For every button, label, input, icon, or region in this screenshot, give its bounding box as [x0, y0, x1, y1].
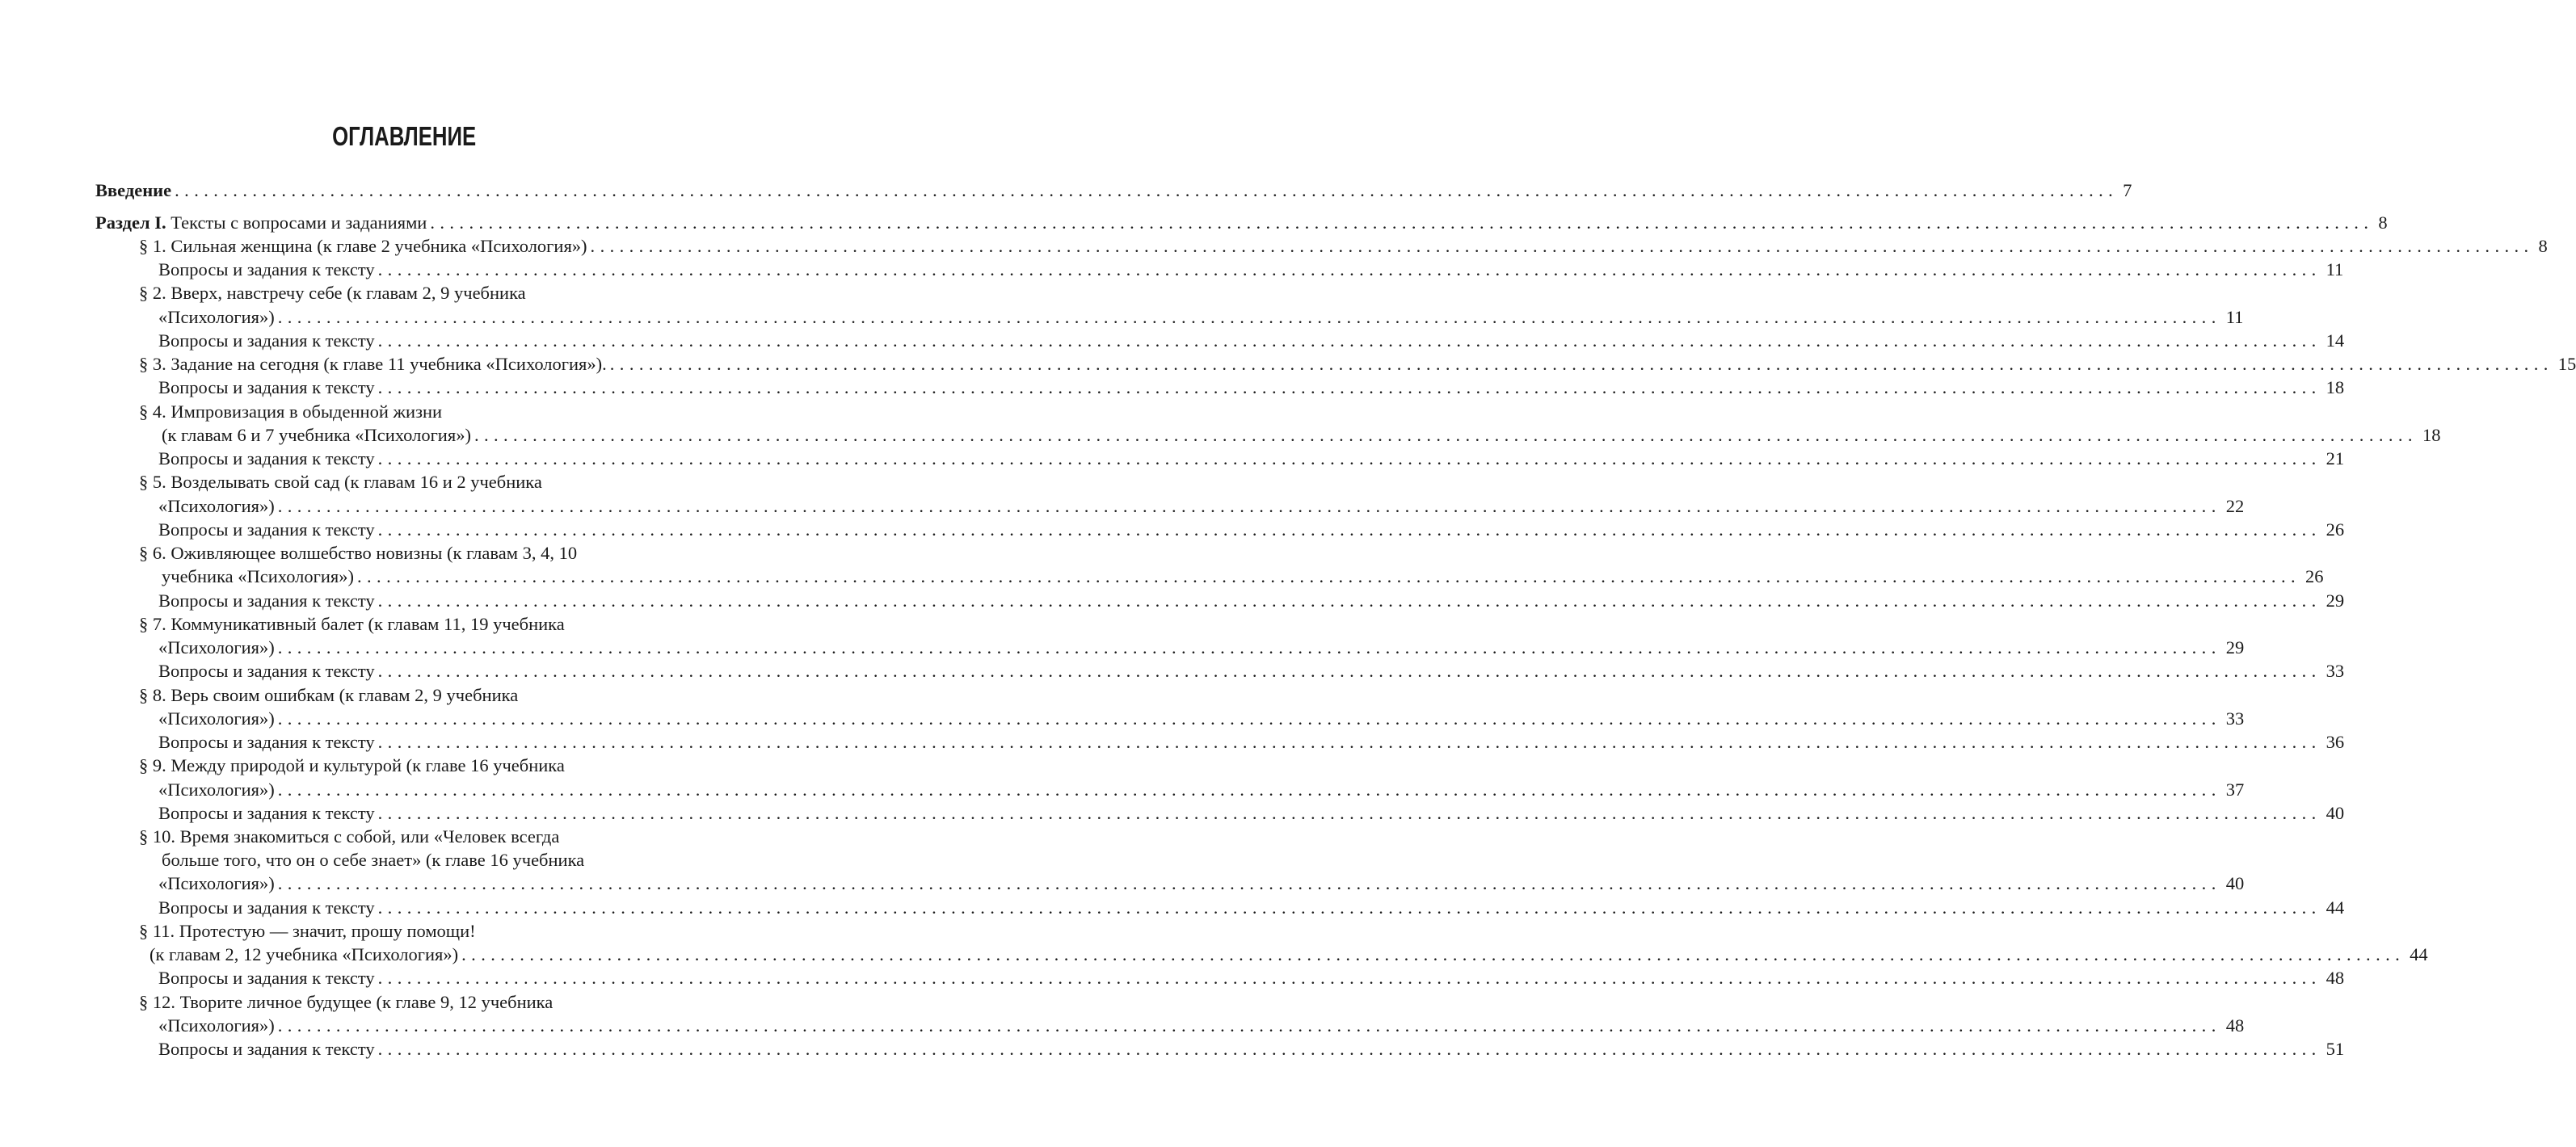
toc-entry-text: § 10. Время знакомиться с собой, или «Человек всегда: [139, 826, 560, 847]
toc-entry-text: Вопросы и задания к тексту: [158, 968, 375, 989]
toc-entry-text: § 6. Оживляющее волшебство новизны (к главам 3, 4, 10: [139, 543, 578, 564]
toc-entry-text: § 12. Творите личное будущее (к главе 9, 12 учебника: [139, 991, 554, 1012]
toc-entry-title: [95, 211, 427, 234]
toc-entry-title: [158, 872, 275, 895]
toc-entry-text: Вопросы и задания к тексту: [158, 519, 375, 540]
toc-entry-title: [149, 943, 458, 966]
dot-leader: ........................................................................................................................................................................................................: [277, 495, 2221, 516]
toc-page-number: 7: [2123, 180, 2132, 200]
toc-page-number: 40: [2326, 802, 2345, 823]
toc-entry-title: [158, 447, 375, 470]
dot-leader: ........................................................................................................................................................................................................: [377, 661, 2321, 682]
toc-entry: [158, 376, 2345, 399]
toc-page-number: 36: [2326, 732, 2345, 753]
toc-entry: [139, 612, 565, 636]
toc-entry-text: «Психология»): [158, 779, 275, 800]
toc-entry-title: [139, 990, 553, 1014]
toc-entry: [139, 400, 442, 423]
toc-entry-text: § 9. Между природой и культурой (к главе 16 учебника: [139, 755, 565, 776]
toc-entry-title: [158, 305, 275, 329]
toc-entry-text: Вопросы и задания к тексту: [158, 661, 375, 682]
toc-entry: [158, 636, 2245, 659]
toc-page-number: 33: [2225, 708, 2245, 729]
page-title-text: ОГЛАВЛЕНИЕ: [331, 121, 477, 151]
toc-entry-text: § 11. Протестую — значит, прошу помощи!: [139, 920, 476, 941]
toc-entry-text: «Психология»): [158, 495, 275, 516]
page-title: [0, 121, 808, 152]
toc-page-number: 29: [2225, 637, 2245, 658]
toc-entry-title: [158, 707, 275, 730]
toc-entry-title: [158, 636, 275, 659]
toc-entry-text: § 4. Импровизация в обыденной жизни: [139, 401, 443, 422]
dot-leader: ........................................................................................................................................................................................................: [277, 708, 2221, 729]
toc-entry-title: [162, 423, 471, 447]
toc-page-number: 15: [2557, 354, 2576, 375]
toc-entry-text: § 1. Сильная женщина (к главе 2 учебника «Психология»): [139, 236, 587, 256]
dot-leader: ........................................................................................................................................................................................................: [377, 732, 2321, 753]
toc-entry: [158, 494, 2245, 518]
toc-page-number: 26: [2326, 519, 2345, 540]
toc-entry: [139, 919, 476, 943]
toc-entry: [158, 329, 2345, 352]
toc-entry: [158, 447, 2345, 470]
toc-entry-text: § 3. Задание на сегодня (к главе 11 учебника «Психология»).: [139, 354, 607, 375]
toc-entry-text: § 7. Коммуникативный балет (к главам 11, 19 учебника: [139, 613, 565, 634]
toc-entry-text: § 8. Верь своим ошибкам (к главам 2, 9 учебника: [139, 684, 519, 705]
dot-leader: ........................................................................................................................................................................................................: [377, 897, 2321, 918]
toc-entry-title: [158, 659, 375, 683]
toc-entry-text: § 5. Возделывать свой сад (к главам 16 и 2 учебника: [139, 472, 542, 493]
dot-leader: ........................................................................................................................................................................................................: [277, 873, 2221, 894]
toc-entry: [158, 778, 2245, 801]
toc-entry: [158, 707, 2245, 730]
toc-entry-title: [139, 281, 526, 305]
toc-entry-title: [139, 754, 565, 777]
toc-entry-text: Вопросы и задания к тексту: [158, 448, 375, 469]
toc-page-number: 8: [2378, 212, 2388, 233]
toc-entry-title: [139, 400, 442, 423]
toc-entry: [139, 234, 2548, 258]
toc-entry: [158, 966, 2345, 989]
toc-entry-title: [158, 966, 375, 989]
toc-page-number: 11: [2225, 306, 2244, 327]
toc-entry: [158, 1037, 2345, 1061]
toc-page-number: 26: [2305, 566, 2324, 587]
toc-entry: [158, 258, 2344, 281]
toc-entry: [149, 943, 2428, 966]
toc-entry-title: [162, 848, 584, 872]
toc-entry-title: [158, 801, 375, 825]
toc-page-number: 40: [2225, 873, 2245, 894]
toc-entry-title: [158, 518, 375, 541]
toc-entry-title: [158, 1037, 375, 1061]
dot-leader: ........................................................................................................................................................................................................: [377, 590, 2321, 611]
toc-entry-bold-label: Раздел I.: [95, 212, 166, 233]
toc-entry-title: [158, 589, 375, 612]
toc-page-number: 33: [2326, 661, 2345, 682]
toc-entry: [158, 896, 2345, 919]
toc-entry: [139, 683, 518, 707]
toc-entry-text: больше того, что он о себе знает» (к главе 16 учебника: [162, 850, 585, 871]
toc-entry-text: «Психология»): [158, 873, 275, 894]
toc-entry: [162, 423, 2441, 447]
dot-leader: ........................................................................................................................................................................................................: [377, 802, 2321, 823]
toc-entry-title: [139, 541, 577, 565]
toc-entry: [95, 211, 2388, 234]
dot-leader: ........................................................................................................................................................................................................: [377, 330, 2321, 351]
toc-entry-text: «Психология»): [158, 306, 275, 327]
toc-entry-title: [139, 683, 518, 707]
toc-entry-text: «Психология»): [158, 1015, 275, 1036]
dot-leader: ........................................................................................................................................................................................................: [277, 306, 2221, 327]
dot-leader: ........................................................................................................................................................................................................: [377, 259, 2321, 280]
toc-entry-title: [158, 730, 375, 754]
toc-entry-text: Вопросы и задания к тексту: [158, 590, 375, 611]
toc-entry: [158, 730, 2345, 754]
toc-entry-title: [95, 179, 171, 202]
dot-leader: ........................................................................................................................................................................................................: [357, 566, 2300, 587]
toc-entry: [162, 848, 584, 872]
toc-entry-text: учебника «Психология»): [162, 566, 354, 587]
toc-entry-title: [139, 352, 607, 376]
dot-leader: ........................................................................................................................................................................................................: [377, 968, 2321, 989]
toc-entry: [139, 990, 553, 1014]
toc-entry-text: (к главам 2, 12 учебника «Психология»): [149, 944, 459, 965]
toc-entry: [158, 659, 2345, 683]
toc-entry: [139, 352, 2576, 376]
toc-entry: [139, 281, 526, 305]
toc-entry-title: [158, 778, 275, 801]
toc-entry-title: [158, 896, 375, 919]
toc-entry-title: [139, 612, 565, 636]
dot-leader: ........................................................................................................................................................................................................: [609, 354, 2553, 375]
dot-leader: ........................................................................................................................................................................................................: [277, 1015, 2221, 1036]
toc-page-number: 8: [2538, 236, 2548, 256]
dot-leader: ........................................................................................................................................................................................................: [461, 944, 2406, 965]
dot-leader: ........................................................................................................................................................................................................: [377, 519, 2321, 540]
toc-entry-text: (к главам 6 и 7 учебника «Психология»): [162, 424, 471, 445]
toc-entry-title: [158, 494, 275, 518]
toc-entry-title: [158, 329, 375, 352]
toc-entry-title: [139, 234, 587, 258]
toc-entry: [158, 872, 2245, 895]
dot-leader: ........................................................................................................................................................................................................: [377, 1039, 2321, 1060]
toc-page-number: 22: [2225, 495, 2245, 516]
dot-leader: ........................................................................................................................................................................................................: [277, 637, 2221, 658]
toc-page-number: 44: [2410, 944, 2428, 965]
dot-leader: ........................................................................................................................................................................................................: [474, 424, 2418, 445]
toc-entry-text: Тексты с вопросами и заданиями: [166, 212, 427, 233]
toc-entry-title: [139, 919, 476, 943]
toc-entry: [158, 589, 2345, 612]
toc-entry: [158, 305, 2244, 329]
toc-entry: [139, 470, 542, 494]
toc-page-number: 48: [2326, 968, 2345, 989]
toc-page-number: 44: [2326, 897, 2345, 918]
toc-page-number: 11: [2326, 259, 2344, 280]
dot-leader: ........................................................................................................................................................................................................: [175, 180, 2119, 200]
toc-entry-text: Вопросы и задания к тексту: [158, 732, 375, 753]
toc-entry-text: Вопросы и задания к тексту: [158, 377, 375, 398]
toc-entry-title: [158, 1014, 275, 1037]
toc-entry-text: Вопросы и задания к тексту: [158, 802, 375, 823]
dot-leader: ........................................................................................................................................................................................................: [430, 212, 2374, 233]
toc-page-number: 37: [2225, 779, 2245, 800]
dot-leader: ........................................................................................................................................................................................................: [277, 779, 2221, 800]
toc-entry-title: [158, 376, 375, 399]
toc-entry-text: Вопросы и задания к тексту: [158, 330, 375, 351]
toc-entry-text: Вопросы и задания к тексту: [158, 259, 375, 280]
dot-leader: ........................................................................................................................................................................................................: [377, 448, 2321, 469]
toc-entry-title: [162, 565, 354, 588]
toc-page-number: 48: [2225, 1015, 2245, 1036]
toc-entry-text: Вопросы и задания к тексту: [158, 897, 375, 918]
toc-page-number: 29: [2326, 590, 2345, 611]
toc-entry: [158, 1014, 2245, 1037]
toc-entry: [158, 801, 2345, 825]
dot-leader: ........................................................................................................................................................................................................: [377, 377, 2321, 398]
toc-entry: [162, 565, 2324, 588]
toc-entry: [158, 518, 2345, 541]
toc-entry-title: [139, 825, 559, 848]
toc-page-number: 14: [2326, 330, 2345, 351]
toc-entry-title: [158, 258, 375, 281]
toc-page-number: 51: [2326, 1039, 2345, 1060]
dot-leader: ........................................................................................................................................................................................................: [590, 236, 2534, 256]
toc-entry: [139, 541, 577, 565]
toc-entry: [139, 754, 565, 777]
toc-entry-bold-label: Введение: [95, 180, 172, 200]
toc-entry-text: Вопросы и задания к тексту: [158, 1039, 375, 1060]
toc-entry-text: § 2. Вверх, навстречу себе (к главам 2, 9 учебника: [139, 283, 526, 304]
toc-entry: [95, 179, 2132, 202]
toc-page-number: 18: [2422, 424, 2441, 445]
toc-entry: [139, 825, 559, 848]
toc-entry-title: [139, 470, 542, 494]
toc-page-number: 21: [2326, 448, 2345, 469]
toc-page-number: 18: [2326, 377, 2345, 398]
toc-entry-text: «Психология»): [158, 708, 275, 729]
toc-entry-text: «Психология»): [158, 637, 275, 658]
